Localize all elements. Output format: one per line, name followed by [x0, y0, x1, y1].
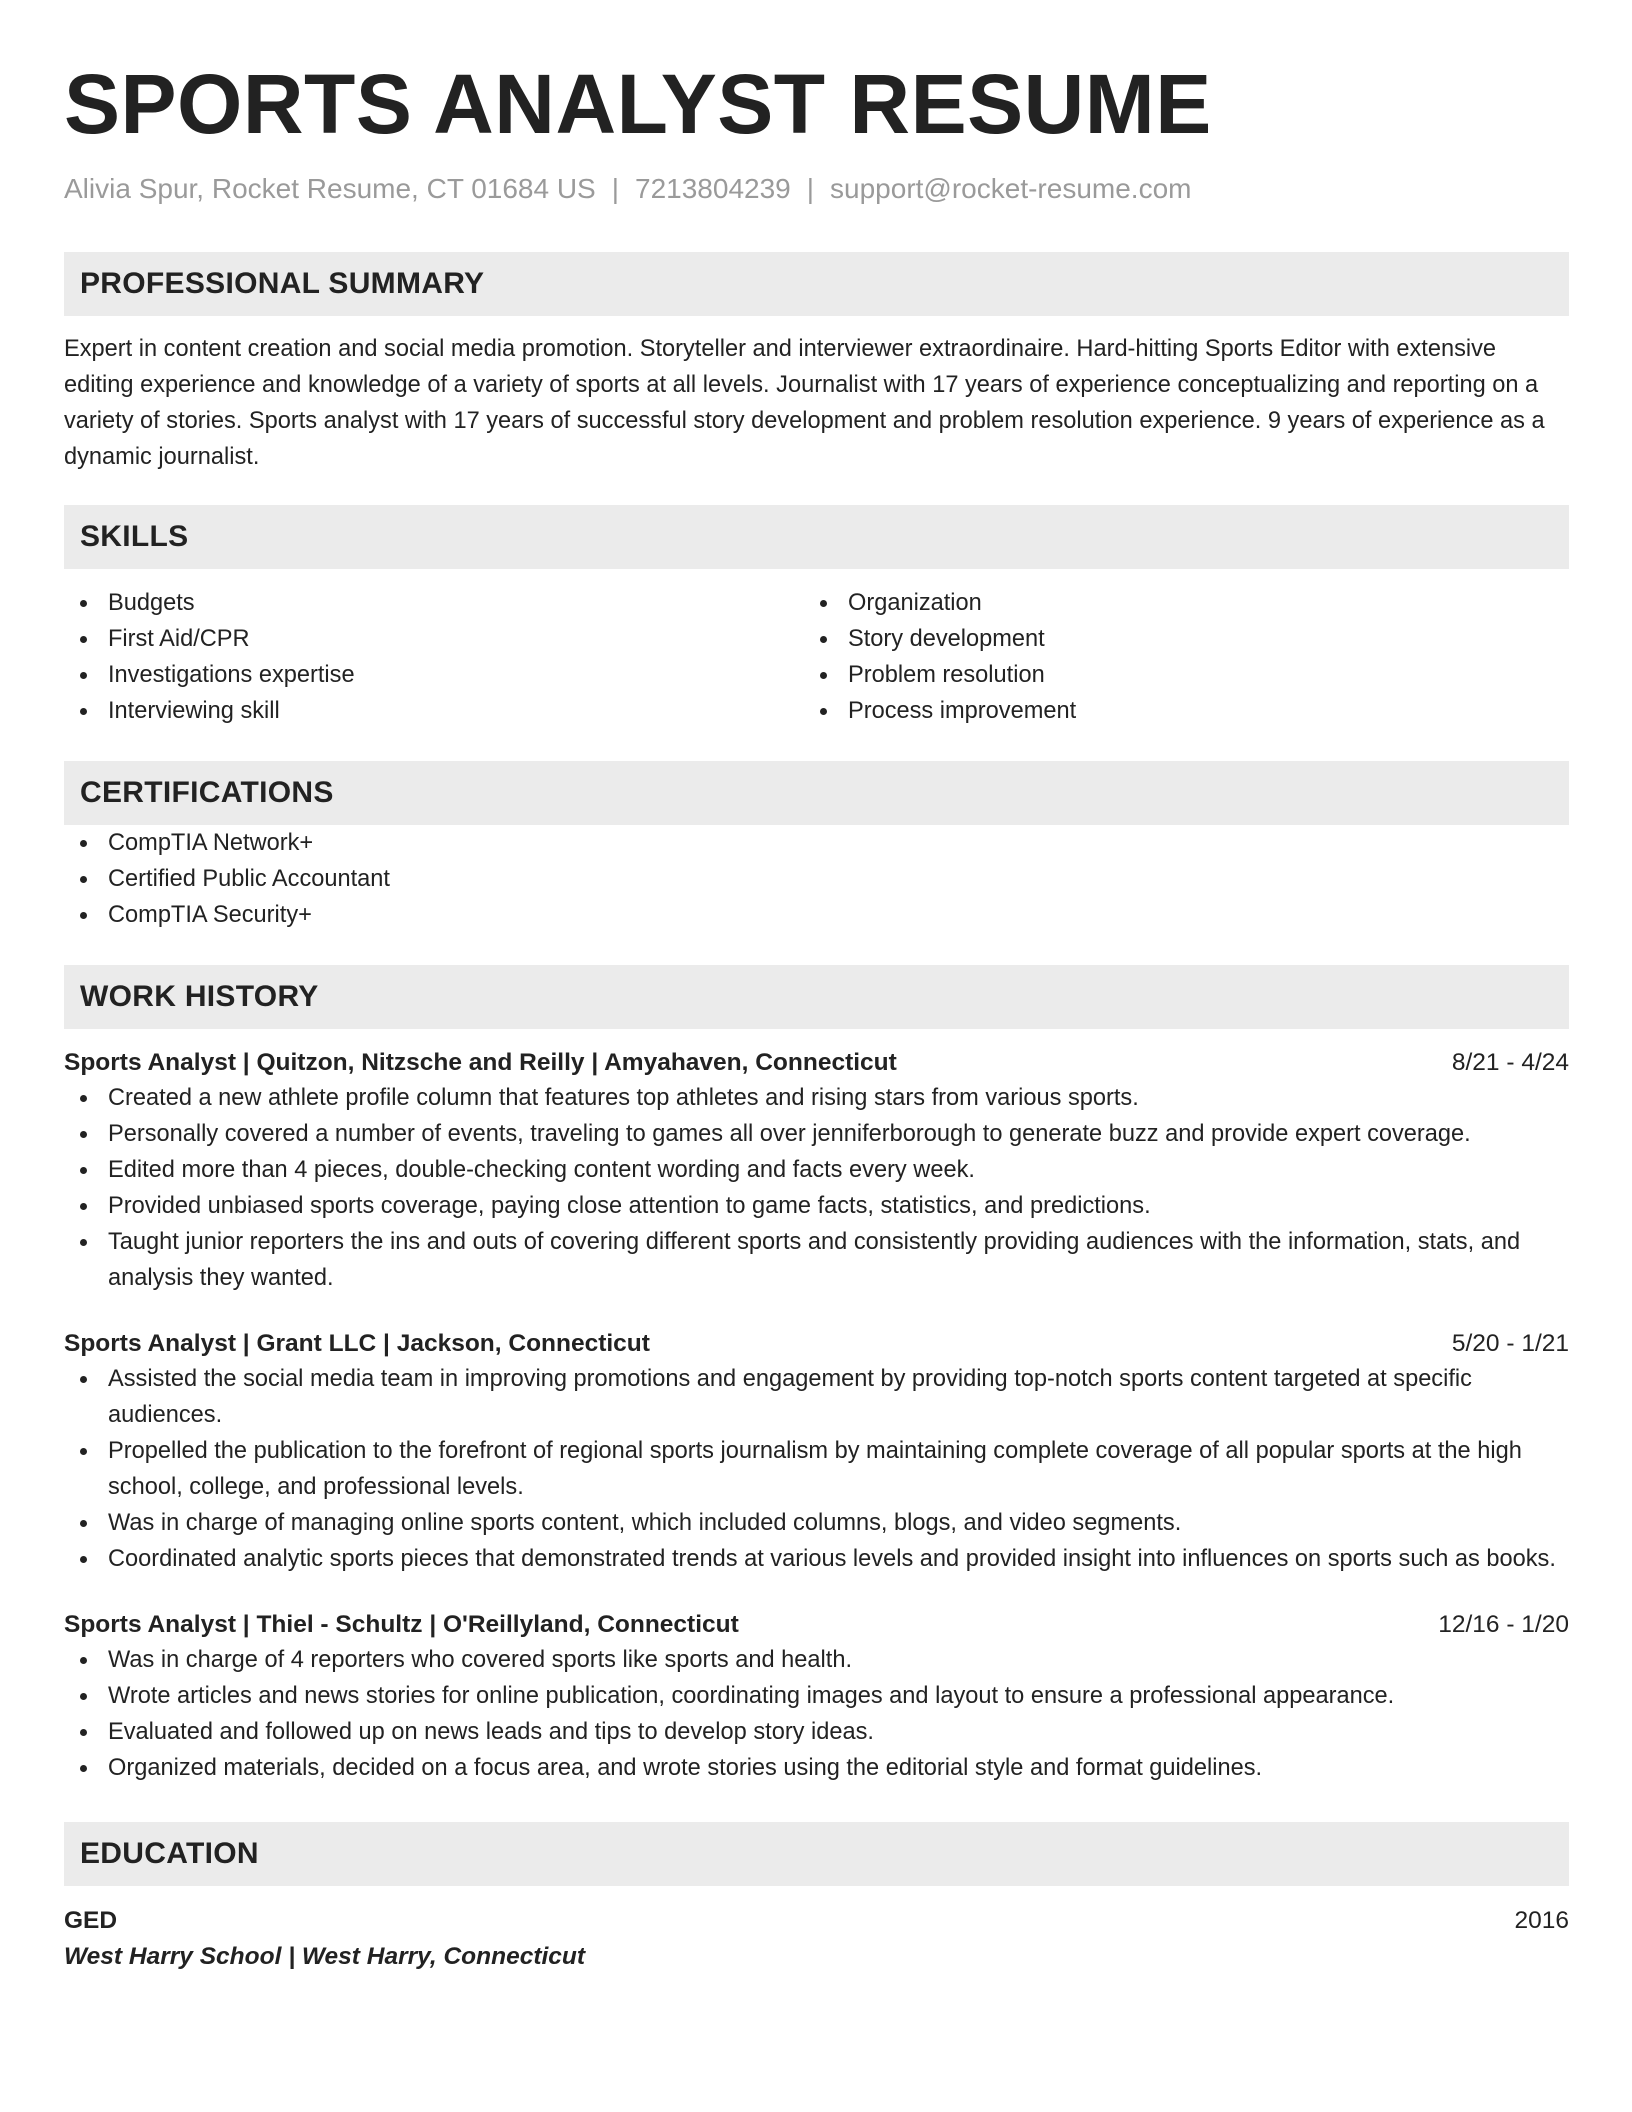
skill-item: Process improvement: [804, 693, 1544, 729]
certifications-list: [64, 825, 1569, 933]
job-bullet: Assisted the social media team in improving promotions and engagement by providing top-notch sports content targeted at specific audiences.: [64, 1361, 1569, 1433]
job-title: Sports Analyst | Grant LLC | Jackson, Connecticut: [64, 1330, 650, 1357]
skills-columns: [64, 585, 1569, 729]
education-school: West Harry School | West Harry, Connecticut: [64, 1943, 586, 1970]
education-header: [64, 1904, 1569, 1938]
job-header: [64, 1046, 1569, 1080]
skill-item: Investigations expertise: [64, 657, 804, 693]
summary-heading: PROFESSIONAL SUMMARY: [64, 252, 1569, 316]
job-dates: 8/21 - 4/24: [1451, 1049, 1569, 1076]
skills-list-right: [804, 585, 1544, 729]
contact-line: [64, 172, 1569, 206]
job-title: Sports Analyst | Thiel - Schultz | O'Reillyland, Connecticut: [64, 1611, 739, 1638]
job-bullet-list: [64, 1642, 1569, 1786]
skill-item: Organization: [804, 585, 1544, 621]
job-bullet: Created a new athlete profile column that features top athletes and rising stars from various sports.: [64, 1080, 1569, 1116]
certifications-heading: CERTIFICATIONS: [64, 761, 1569, 825]
work-history-heading: WORK HISTORY: [64, 965, 1569, 1029]
job-bullet: Provided unbiased sports coverage, paying close attention to game facts, statistics, and predictions.: [64, 1188, 1569, 1224]
contact-separator: |: [611, 173, 620, 204]
certification-item: Certified Public Accountant: [64, 861, 1569, 897]
contact-email: support@rocket-resume.com: [830, 173, 1192, 204]
education-year: 2016: [1514, 1907, 1569, 1934]
job-title: Sports Analyst | Quitzon, Nitzsche and Reilly | Amyahaven, Connecticut: [64, 1049, 897, 1076]
job-bullet: Taught junior reporters the ins and outs of covering different sports and consistently providing audiences with the information, stats, and analysis they wanted.: [64, 1224, 1569, 1296]
job-header: [64, 1327, 1569, 1361]
job-bullet: Was in charge of 4 reporters who covered sports like sports and health.: [64, 1642, 1569, 1678]
skill-item: First Aid/CPR: [64, 621, 804, 657]
skill-item: Budgets: [64, 585, 804, 621]
skill-item: Story development: [804, 621, 1544, 657]
job-bullet-list: [64, 1080, 1569, 1296]
summary-text: Expert in content creation and social media promotion. Storyteller and interviewer extraordinaire. Hard-hitting Sports Editor with extensive editing experience and knowledge of a variety of sports at all levels. Journalist with 17 years of experience conceptualizing and reporting on a variety of stories. Sports analyst with 17 years of successful story development and problem resolution experience. 9 years of experience as a dynamic journalist.: [64, 336, 1545, 470]
job-bullet: Coordinated analytic sports pieces that demonstrated trends at various levels and provided insight into influences on sports such as books.: [64, 1541, 1569, 1577]
education-degree: GED: [64, 1907, 118, 1934]
job-bullet: Edited more than 4 pieces, double-checking content wording and facts every week.: [64, 1152, 1569, 1188]
education-heading: EDUCATION: [64, 1822, 1569, 1886]
job-header: [64, 1608, 1569, 1642]
contact-address: Alivia Spur, Rocket Resume, CT 01684 US: [64, 173, 596, 204]
job-bullet-list: [64, 1361, 1569, 1577]
contact-separator: |: [806, 173, 815, 204]
skill-item: Problem resolution: [804, 657, 1544, 693]
certification-item: CompTIA Security+: [64, 897, 1569, 933]
contact-phone: 7213804239: [635, 173, 791, 204]
skills-heading: SKILLS: [64, 505, 1569, 569]
skills-list-left: [64, 585, 804, 729]
job-dates: 12/16 - 1/20: [1438, 1611, 1569, 1638]
job-bullet: Was in charge of managing online sports content, which included columns, blogs, and video segments.: [64, 1505, 1569, 1541]
job-bullet: Evaluated and followed up on news leads and tips to develop story ideas.: [64, 1714, 1569, 1750]
job-bullet: Wrote articles and news stories for online publication, coordinating images and layout to ensure a professional appearance.: [64, 1678, 1569, 1714]
job-dates: 5/20 - 1/21: [1451, 1330, 1569, 1357]
certification-item: CompTIA Network+: [64, 825, 1569, 861]
job-bullet: Organized materials, decided on a focus area, and wrote stories using the editorial style and format guidelines.: [64, 1750, 1569, 1786]
skill-item: Interviewing skill: [64, 693, 804, 729]
job-bullet: Propelled the publication to the forefront of regional sports journalism by maintaining complete coverage of all popular sports at the high school, college, and professional levels.: [64, 1433, 1569, 1505]
page-title: SPORTS ANALYST RESUME: [64, 57, 1212, 151]
job-bullet: Personally covered a number of events, traveling to games all over jenniferborough to generate buzz and provide expert coverage.: [64, 1116, 1569, 1152]
